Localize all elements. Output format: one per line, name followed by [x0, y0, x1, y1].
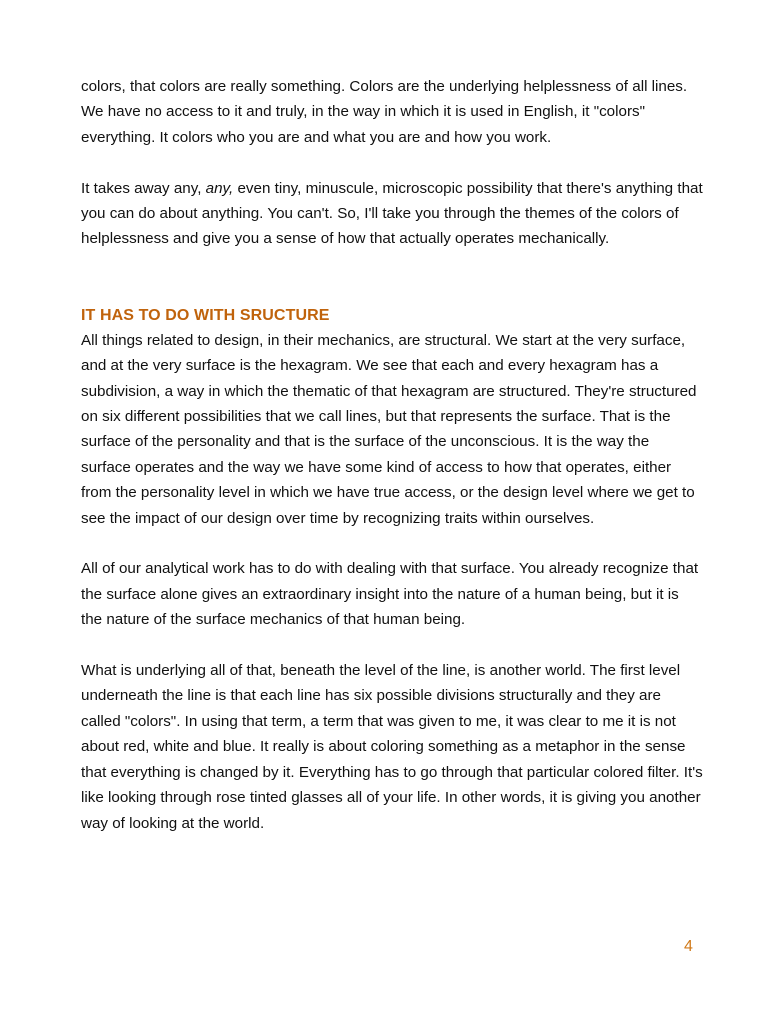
paragraph-underlying-world: What is underlying all of that, beneath the level of the line, is another world. The first level underneath the line is that each line has six possible divisions structurally and they are called "colors". In using that term, a term that was given to me, it was clear to me it is not about red, white and blue. It really is about coloring something as a metaphor in the sense that everything is changed by it. Everything has to go through that particular colored filter. It's like looking through rose tinted glasses all of your life. In other words, it is giving you another way of looking at the world.: [81, 662, 703, 832]
paragraph-structural: All things related to design, in their mechanics, are structural. We start at the very surface, and at the very surface is the hexagram. We see that each and every hexagram has a subdivision, a way in which the thematic of that hexagram are structured. They're structured on six different possibilities that we call lines, but that represents the surface. That is the surface of the personality and that is the surface of the unconscious. It is the way the surface operates and the way we have some kind of access to how that operates, either from the personality level in which we have true access, or the design level where we get to see the impact of our design over time by recognizing traits within ourselves.: [81, 331, 697, 527]
paragraph-analytical-work: All of our analytical work has to do with dealing with that surface. You already recognize that the surface alone gives an extraordinary insight into the nature of a human being, but it is the nature of the surface mechanics of that human being.: [81, 560, 699, 629]
section-heading: IT HAS TO DO WITH SRUCTURE: [81, 306, 330, 324]
paragraph-colors-intro: colors, that colors are really something. Colors are the underlying helplessness of all lines. We have no access to it and truly, in the way in which it is used in English, it "colors" everything. It colors who you are and what you are and how you work.: [81, 78, 688, 146]
paragraph-text-after: even tiny, minuscule, microscopic possibility that there's anything that you can do about anything. You can't. So, I'll take you through the themes of the colors of helplessness and give you a sense of how that actually operates mechanically.: [81, 179, 703, 248]
emphasized-word: any,: [205, 179, 234, 197]
page-number: 4: [684, 938, 693, 955]
paragraph-takes-away: [81, 176, 703, 252]
page-content: [81, 74, 703, 836]
paragraph-text-before: It takes away any,: [81, 179, 206, 197]
